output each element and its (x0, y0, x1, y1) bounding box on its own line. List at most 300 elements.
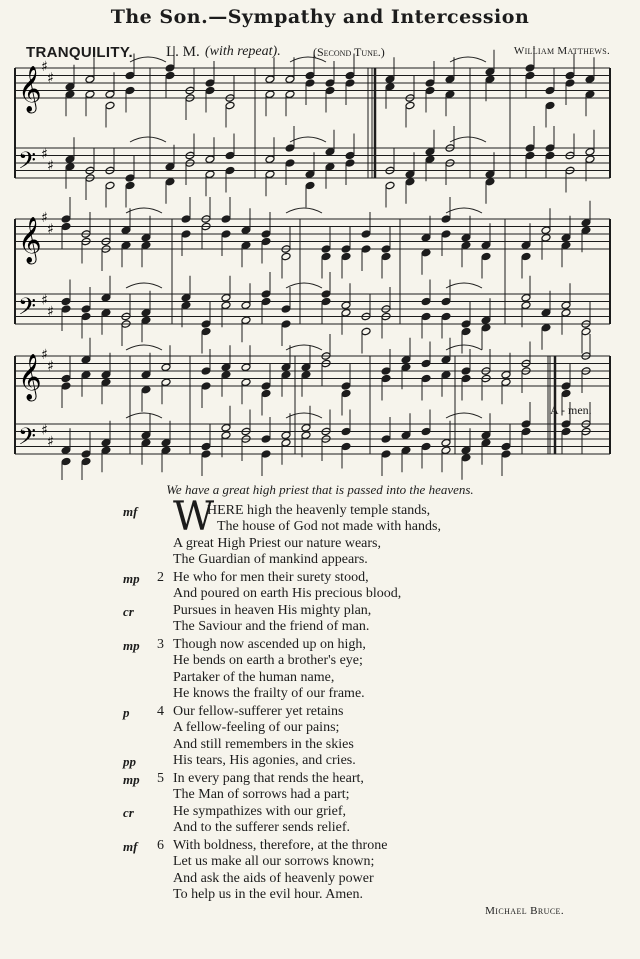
note-head (285, 75, 295, 84)
note-head (381, 252, 391, 261)
note-head (361, 327, 371, 336)
note-head (381, 374, 391, 383)
note-head (461, 327, 471, 336)
bass-clef: 𝄢 (18, 422, 37, 456)
note-head (385, 75, 395, 84)
note-head (261, 290, 271, 299)
verse-line: To help us in the evil hour. Amen. (173, 886, 363, 902)
note-head (461, 233, 471, 242)
verse-line: And still remembers in the skies (173, 736, 354, 752)
key-sharp: ♯ (47, 157, 54, 174)
note-head (165, 71, 175, 80)
note-head (461, 320, 471, 329)
tune-meter: L. M. (166, 44, 200, 60)
note-head (105, 101, 115, 110)
note-head (525, 71, 535, 80)
note-head (425, 147, 435, 156)
note-head (541, 226, 551, 235)
slur (286, 208, 322, 213)
note-head (261, 237, 271, 246)
note-head (65, 162, 75, 171)
note-head (205, 170, 215, 179)
note-head (81, 355, 91, 364)
slur (126, 345, 162, 350)
note-head (141, 438, 151, 447)
note-head (345, 79, 355, 88)
note-head (421, 359, 431, 368)
key-sharp: ♯ (47, 303, 54, 320)
note-head (305, 71, 315, 80)
note-head (481, 252, 491, 261)
verse-line: The Guardian of mankind appears. (173, 551, 368, 567)
key-sharp: ♯ (41, 59, 48, 75)
note-head (425, 86, 435, 95)
note-head (281, 252, 291, 261)
verse-line: HERE high the heavenly temple stands, (207, 503, 431, 518)
note-head (341, 389, 351, 398)
verse-number: 2 (157, 570, 164, 585)
slur (446, 208, 482, 213)
note-head (261, 435, 271, 444)
scripture-motto: We have a great high priest that is passed into the heavens. (166, 482, 474, 497)
note-head (81, 370, 91, 379)
treble-clef: 𝄞 (18, 66, 42, 112)
note-head (341, 301, 351, 310)
slur (286, 413, 322, 418)
note-head (241, 226, 251, 235)
note-head (281, 438, 291, 447)
note-head (221, 370, 231, 379)
note-head (285, 159, 295, 168)
note-head (381, 367, 391, 376)
amen-lyric: A - men. (550, 403, 592, 417)
note-head (545, 101, 555, 110)
note-head (385, 181, 395, 190)
note-head (421, 297, 431, 306)
dynamic-mark: mp (123, 772, 140, 787)
key-sharp: ♯ (41, 210, 48, 226)
note-head (221, 431, 231, 440)
note-head (141, 431, 151, 440)
note-head (101, 308, 111, 317)
note-head (85, 90, 95, 99)
note-head (501, 370, 511, 379)
note-head (425, 155, 435, 164)
slur (286, 283, 322, 288)
note-head (561, 389, 571, 398)
note-head (485, 75, 495, 84)
note-head (341, 382, 351, 391)
note-head (305, 181, 315, 190)
note-head (361, 245, 371, 254)
note-head (141, 385, 151, 394)
note-head (101, 293, 111, 302)
note-head (421, 312, 431, 321)
note-head (405, 101, 415, 110)
verse-number: 4 (157, 704, 164, 719)
note-head (181, 230, 191, 239)
note-head (521, 427, 531, 436)
note-head (265, 90, 275, 99)
note-head (105, 181, 115, 190)
verse-line: Partaker of the human name, (173, 669, 335, 685)
note-head (521, 301, 531, 310)
verse-line: In every pang that rends the heart, (173, 771, 364, 786)
note-head (585, 75, 595, 84)
note-head (85, 75, 95, 84)
note-head (201, 320, 211, 329)
note-head (281, 370, 291, 379)
dynamic-mark: p (123, 705, 130, 720)
note-head (65, 90, 75, 99)
note-head (441, 215, 451, 224)
note-head (201, 367, 211, 376)
note-head (341, 308, 351, 317)
note-head (81, 450, 91, 459)
note-head (561, 301, 571, 310)
note-head (61, 382, 71, 391)
verse-line: The house of God not made with hands, (217, 519, 441, 535)
note-head (125, 86, 135, 95)
key-sharp: ♯ (41, 422, 48, 439)
note-head (61, 222, 71, 231)
note-head (405, 170, 415, 179)
verse-number: 3 (157, 637, 164, 652)
note-head (485, 177, 495, 186)
verse-line: And poured on earth His precious blood, (173, 586, 402, 602)
dynamic-mark: mp (123, 638, 140, 653)
key-sharp: ♯ (47, 221, 54, 238)
note-head (221, 230, 231, 239)
note-head (561, 233, 571, 242)
note-head (541, 233, 551, 242)
note-head (261, 382, 271, 391)
note-head (401, 363, 411, 372)
note-head (61, 446, 71, 455)
note-head (521, 241, 531, 250)
note-head (241, 241, 251, 250)
slur (130, 137, 166, 142)
note-head (325, 162, 335, 171)
note-head (281, 363, 291, 372)
note-head (541, 323, 551, 332)
dynamic-mark: cr (123, 804, 134, 820)
note-head (201, 327, 211, 336)
note-head (521, 293, 531, 302)
note-head (61, 215, 71, 224)
note-head (385, 82, 395, 91)
key-sharp: ♯ (41, 292, 48, 309)
note-head (445, 75, 455, 84)
verse-line: He knows the frailty of our frame. (173, 685, 365, 701)
verse-line: He bends on earth a brother's eye; (173, 653, 363, 669)
note-head (341, 245, 351, 254)
note-head (81, 457, 91, 466)
note-head (585, 155, 595, 164)
note-head (421, 427, 431, 436)
note-head (81, 312, 91, 321)
note-head (581, 226, 591, 235)
tune-name: TRANQUILITY. (26, 44, 133, 61)
note-head (381, 435, 391, 444)
note-head (501, 378, 511, 387)
verse-line: His tears, His agonies, and cries. (173, 752, 356, 768)
verse-line: With boldness, therefore, at the throne (173, 838, 388, 853)
key-sharp: ♯ (41, 347, 48, 363)
note-head (261, 297, 271, 306)
note-head (341, 427, 351, 436)
note-head (481, 241, 491, 250)
note-head (545, 144, 555, 153)
note-head (281, 320, 291, 329)
treble-clef: 𝄞 (18, 354, 42, 400)
note-head (361, 230, 371, 239)
note-head (125, 174, 135, 183)
note-head (345, 151, 355, 160)
note-head (441, 438, 451, 447)
verse-line: The Man of sorrows had a part; (173, 787, 350, 803)
note-head (525, 151, 535, 160)
note-head (261, 389, 271, 398)
note-head (545, 151, 555, 160)
slur (450, 57, 486, 62)
note-head (81, 305, 91, 314)
bass-clef: 𝄢 (18, 146, 37, 180)
key-sharp: ♯ (47, 433, 54, 450)
note-head (445, 90, 455, 99)
note-head (521, 252, 531, 261)
note-head (141, 233, 151, 242)
slur (446, 283, 482, 288)
note-head (301, 423, 311, 432)
note-head (345, 71, 355, 80)
note-head (581, 218, 591, 227)
note-head (321, 252, 331, 261)
note-head (101, 446, 111, 455)
verse-line: He sympathizes with our grief, (173, 803, 347, 819)
note-head (101, 438, 111, 447)
note-head (101, 378, 111, 387)
dynamic-mark: mp (123, 571, 140, 586)
tune-second-label: (Second Tune.) (313, 45, 385, 59)
note-head (265, 170, 275, 179)
note-head (421, 374, 431, 383)
key-sharp: ♯ (47, 358, 54, 375)
note-head (461, 446, 471, 455)
key-sharp: ♯ (41, 146, 48, 163)
note-head (305, 79, 315, 88)
drop-capital: W (173, 494, 215, 540)
note-head (241, 301, 251, 310)
tune-repeat-note: (with repeat). (205, 44, 281, 59)
note-head (125, 71, 135, 80)
note-head (381, 245, 391, 254)
dynamic-mark: mf (123, 839, 138, 854)
note-head (561, 427, 571, 436)
slur (446, 413, 482, 418)
note-head (161, 446, 171, 455)
note-head (285, 144, 295, 153)
note-head (225, 151, 235, 160)
note-head (301, 370, 311, 379)
verse-line: Pursues in heaven His mighty plan, (173, 602, 372, 618)
note-head (481, 438, 491, 447)
note-head (565, 71, 575, 80)
note-head (305, 170, 315, 179)
note-head (381, 450, 391, 459)
note-head (441, 312, 451, 321)
author-name: Michael Bruce. (485, 905, 564, 917)
note-head (181, 293, 191, 302)
note-head (421, 248, 431, 257)
note-head (61, 457, 71, 466)
note-head (321, 297, 331, 306)
note-head (225, 166, 235, 175)
slur (450, 137, 486, 142)
verse-line: Our fellow-sufferer yet retains (173, 704, 344, 719)
note-head (525, 64, 535, 73)
note-head (325, 86, 335, 95)
note-head (281, 305, 291, 314)
treble-clef: 𝄞 (18, 217, 42, 263)
verse-line: The Saviour and the friend of man. (173, 618, 370, 634)
note-head (181, 215, 191, 224)
note-head (561, 420, 571, 429)
note-head (205, 155, 215, 164)
note-head (425, 79, 435, 88)
note-head (221, 293, 231, 302)
note-head (201, 382, 211, 391)
note-head (161, 438, 171, 447)
key-sharp: ♯ (47, 70, 54, 87)
note-head (561, 308, 571, 317)
note-head (221, 363, 231, 372)
note-head (101, 370, 111, 379)
note-head (585, 90, 595, 99)
note-head (525, 144, 535, 153)
verse-number: 6 (157, 838, 164, 853)
note-head (481, 316, 491, 325)
page-title: The Son.—Sympathy and Intercession (110, 6, 530, 28)
note-head (221, 215, 231, 224)
note-head (121, 241, 131, 250)
note-head (161, 363, 171, 372)
note-head (281, 431, 291, 440)
note-head (541, 308, 551, 317)
verse-line: And ask the aids of heavenly power (173, 870, 374, 886)
note-head (321, 290, 331, 299)
verse-line: A great High Priest our nature wears, (173, 535, 381, 551)
verse-line: A fellow-feeling of our pains; (173, 720, 340, 736)
verse-line: Though now ascended up on high, (173, 637, 366, 652)
note-head (401, 446, 411, 455)
note-head (141, 241, 151, 250)
note-head (225, 101, 235, 110)
note-head (125, 181, 135, 190)
note-head (141, 316, 151, 325)
note-head (565, 79, 575, 88)
note-head (301, 363, 311, 372)
note-head (221, 423, 231, 432)
slur (126, 208, 162, 213)
note-head (165, 64, 175, 73)
note-head (461, 374, 471, 383)
note-head (561, 382, 571, 391)
note-head (325, 79, 335, 88)
note-head (321, 245, 331, 254)
note-head (261, 230, 271, 239)
verse-line: He who for men their surety stood, (173, 570, 369, 585)
note-head (401, 355, 411, 364)
verse-line: Let us make all our sorrows known; (173, 854, 375, 870)
note-head (345, 159, 355, 168)
note-head (241, 378, 251, 387)
note-head (325, 147, 335, 156)
note-head (581, 327, 591, 336)
note-head (585, 147, 595, 156)
slur (290, 57, 326, 62)
verse-line: And to the sufferer sends relief. (173, 819, 351, 835)
note-head (441, 370, 451, 379)
note-head (65, 155, 75, 164)
note-head (301, 431, 311, 440)
note-head (205, 86, 215, 95)
note-head (421, 233, 431, 242)
note-head (181, 301, 191, 310)
verse-number: 5 (157, 771, 164, 786)
slur (286, 345, 322, 350)
note-head (161, 378, 171, 387)
note-head (61, 305, 71, 314)
note-head (141, 308, 151, 317)
slur (126, 413, 162, 418)
note-head (61, 297, 71, 306)
slur (446, 345, 482, 350)
note-head (461, 367, 471, 376)
note-head (405, 177, 415, 186)
note-head (265, 155, 275, 164)
note-head (401, 431, 411, 440)
note-head (561, 241, 571, 250)
note-head (421, 442, 431, 451)
note-head (481, 431, 491, 440)
note-head (241, 363, 251, 372)
note-head (441, 297, 451, 306)
note-head (485, 67, 495, 76)
note-head (461, 453, 471, 462)
note-head (441, 355, 451, 364)
note-head (545, 86, 555, 95)
note-head (265, 75, 275, 84)
note-head (441, 230, 451, 239)
note-head (501, 442, 511, 451)
note-head (65, 82, 75, 91)
bass-clef: 𝄢 (18, 292, 37, 326)
note-head (461, 241, 471, 250)
slur (130, 57, 166, 62)
note-head (521, 420, 531, 429)
note-head (501, 450, 511, 459)
note-head (205, 79, 215, 88)
note-head (341, 442, 351, 451)
note-head (221, 301, 231, 310)
note-head (341, 252, 351, 261)
dynamic-mark: mf (123, 504, 138, 519)
note-head (165, 177, 175, 186)
note-head (485, 170, 495, 179)
note-head (201, 450, 211, 459)
note-head (285, 90, 295, 99)
